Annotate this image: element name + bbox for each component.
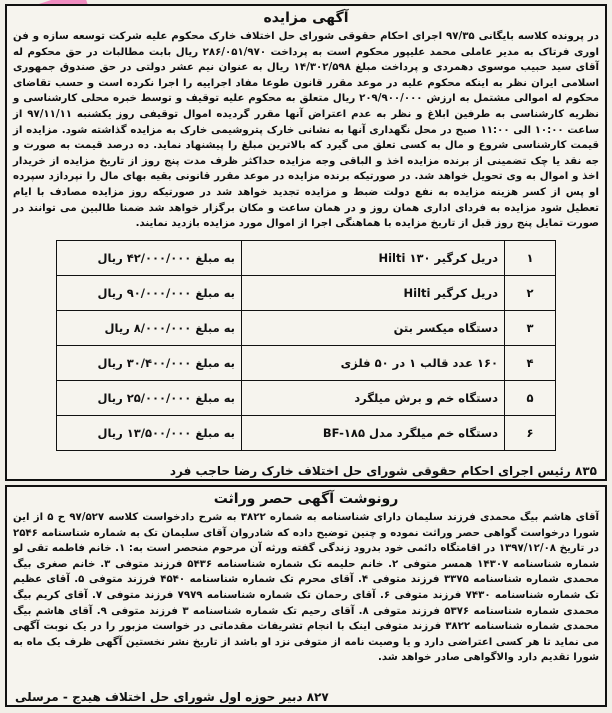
item-number: ۲: [505, 275, 556, 310]
item-description: دستگاه خم و برش میلگرد: [242, 380, 505, 415]
item-price: به مبلغ ۴۲/۰۰۰/۰۰۰ ریال: [57, 240, 242, 275]
item-description: دریل کرگیر Hilti: [242, 275, 505, 310]
item-price: به مبلغ ۸/۰۰۰/۰۰۰ ریال: [57, 310, 242, 345]
item-number: ۶: [505, 415, 556, 450]
item-price: به مبلغ ۱۳/۵۰۰/۰۰۰ ریال: [57, 415, 242, 450]
table-row: [57, 310, 556, 345]
inheritance-title: رونوشت آگهی حصر وراثت: [213, 491, 399, 507]
item-price: به مبلغ ۳۰/۴۰۰/۰۰۰ ریال: [57, 345, 242, 380]
auction-items-table: [56, 240, 556, 451]
inheritance-notice: [5, 485, 607, 707]
item-description: دستگاه خم میلگرد مدل BF-۱۸۵: [242, 415, 505, 450]
item-description: دستگاه میکسر بتن: [242, 310, 505, 345]
auction-title: آگهی مزایده: [263, 10, 349, 26]
item-number: ۳: [505, 310, 556, 345]
inheritance-body: آقای هاشم بیگ محمدی فرزند سلیمان دارای شناسنامه به شماره ۳۸۲۲ به شرح دادخواست کلاسه ۹۷/۵۲۷ ح ۵ از این شورا درخواست گواهی حصر وراثت نموده و چنین توضیح داده که شادروان آقای سلیمان تک به شماره شناسنامه ۲۵۴۶ در تاریخ ۱۳۹۷/۱۲/۰۸ در اقامتگاه دائمی خود بدرود زندگی گفته ورثه آن مرحوم منحصر است به: ۱. خانم فاطمه تقی لو شماره شناسنامه ۱۴۳۰۷ همسر متوفی ۲. خانم حلیمه تک شماره شناسنامه ۵۴۳۶ فرزند متوفی ۳. خانم صغری بیگ محمدی شماره شناسنامه ۳۳۷۵ فرزند متوفی ۴. آقای محرم تک شماره شناسنامه ۴۵۴۰ فرزند متوفی ۵. آقای عظیم تک شماره شناسنامه ۷۴۳۰ فرزند متوفی ۶. آقای رحمان تک شماره شناسنامه ۷۹۷۹ فرزند متوفی ۷. آقای کریم بیگ محمدی شماره شناسنامه ۵۳۷۶ فرزند متوفی ۸. آقای رحیم تک شماره شناسنامه ۳ فرزند متوفی ۹. آقای هاشم بیگ محمدی شماره شناسنامه ۳۸۲۲ فرزند متوفی اینک با انجام تشریفات مقدماتی در خواست مزبور را در یک نوبت آگهی می نماید تا هر کسی اعتراضی دارد و یا وصیت نامه از متوفی نزد او باشد از تاریخ نشر نخستین آگهی ظرف یک ماه به شورا تقدیم دارد والاگواهی صادر خواهد شد.: [13, 512, 599, 664]
item-price: به مبلغ ۲۵/۰۰۰/۰۰۰ ریال: [57, 380, 242, 415]
item-number: ۴: [505, 345, 556, 380]
inheritance-signature: ۸۲۷ دبیر حوزه اول شورای حل اختلاف هیدج - مرسلی: [15, 690, 329, 704]
table-row: [57, 275, 556, 310]
item-description: دریل کرگیر ۱۳۰ Hilti: [242, 240, 505, 275]
auction-body: در پرونده کلاسه بایگانی ۹۷/۳۵ اجرای احکام حقوقی شورای حل اختلاف خارک محکوم علیه شرکت توسعه سازه و فن اوری فرتاک به مدیر عاملی محمد علیپور محکوم است به پرداخت ۲۸۶/۰۵۱/۹۷۰ ریال بابت مطالبات در حق محکوم له آقای سید حبیب موسوی دهمردی و پرداخت مبلغ ۱۴/۳۰۲/۵۹۸ ریال به عنوان نیم عشر دولتی در حق صندوق جمهوری اسلامی ایران نظر به اینکه محکوم علیه در موعد مقرر قانون طوعا مفاد اجراییه را اجرا نکرده است و حسب تقاضای محکوم له اموالی مشتمل به ارزش ۲۰۹/۹۰۰/۰۰۰ ریال متعلق به محکوم علیه توقیف و توسط خبره محلی کارشناسی و نظریه کارشناسی به طرفین ابلاغ و نظر به عدم اعتراض آنها مقرر گردیده اموال توقیفی روز یکشنبه ۹۷/۱۱/۱۱ از ساعت ۱۰:۰۰ الی ۱۱:۰۰ صبح در محل نگهداری آنها به نشانی خارک پتروشیمی خارک به مزایده گذاشته شود. مزایده از قیمت کارشناسی شروع و مال به کسی تعلق می گیرد که بالاترین مبلغ را پیشنهاد نماید. ده درصد قیمت به صورت و جه نقد یا چک تضمینی از برنده مزایده اخذ و الباقی وجه مزایده حداکثر ظرف مدت پنج روز از تاریخ مزایده از خریدار اخذ و اموال به وی تحویل خواهد شد. در صورتیکه برنده مزایده در موعد مقرر قانونی بقیه بهای مال را نپردازد سپرده او پس از کسر هزینه مزایده به نفع دولت ضبط و مزایده تجدید خواهد شد در صورتیکه روز مزایده مصادف با ایام تعطیل شود مزایده به فردای اداری همان روز و در همان ساعت و مکان برگزار خواهد شد ضمنا طالبین می توانند در صورت تمایل پنج روز قبل از تاریخ مزایده با هماهنگی اجرا از اموال مورد مزایده بازدید نمایند.: [13, 31, 600, 230]
item-description: ۱۶۰ عدد قالب ۱ در ۵۰ فلزی: [242, 345, 505, 380]
item-number: ۱: [505, 240, 556, 275]
table-row: [57, 380, 556, 415]
table-row: [57, 415, 556, 450]
auction-signature: ۸۳۵ رئیس اجرای احکام حقوقی شورای حل اختلاف خارک رضا حاجب فرد: [169, 464, 597, 478]
item-price: به مبلغ ۹۰/۰۰۰/۰۰۰ ریال: [57, 275, 242, 310]
item-number: ۵: [505, 380, 556, 415]
auction-notice: [5, 4, 607, 481]
table-row: [57, 240, 556, 275]
table-row: [57, 345, 556, 380]
